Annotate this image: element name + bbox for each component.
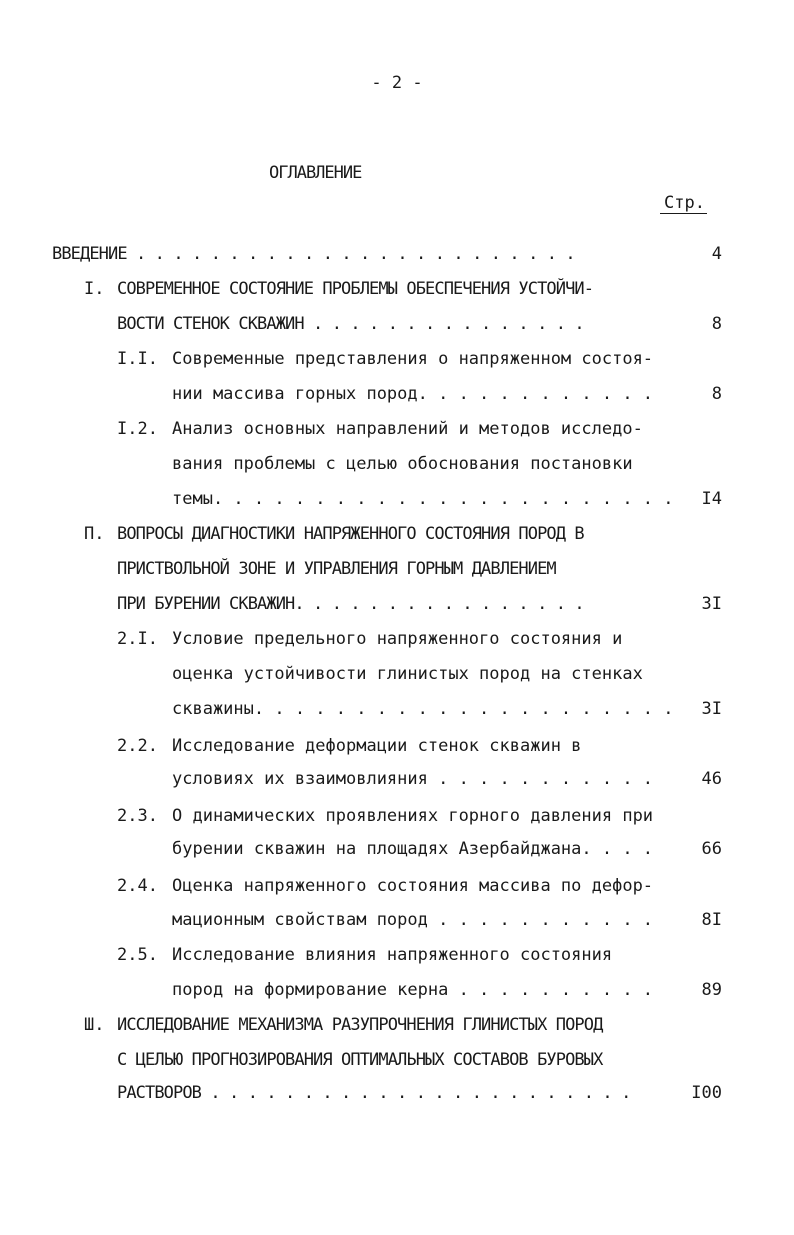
toc-entry-line[interactable]: О динамических проявлениях горного давления при [172, 806, 654, 826]
toc-entry-page: 3I [701, 699, 722, 719]
toc-entry-line[interactable]: Оценка напряженного состояния массива по дефор- [172, 876, 654, 896]
toc-entry-page: 66 [701, 839, 722, 859]
toc-entry-line[interactable]: Исследование влияния напряженного состояния [172, 945, 613, 965]
toc-entry-number: Ш. [84, 1015, 105, 1035]
page-number: - 2 - [371, 73, 423, 93]
toc-entry-line[interactable]: СОВРЕМЕННОЕ СОСТОЯНИЕ ПРОБЛЕМЫ ОБЕСПЕЧЕНИЯ УСТОЙЧИ- [117, 279, 594, 299]
toc-entry-number: 2.4. [117, 876, 158, 896]
toc-entry-number: 2.2. [117, 736, 158, 756]
toc-entry-page: 89 [701, 980, 722, 1000]
toc-entry-line[interactable]: РАСТВОРОВ . . . . . . . . . . . . . . . . . . . . . . . [117, 1083, 631, 1103]
toc-entry-number: 2.3. [117, 806, 158, 826]
toc-entry-page: I00 [691, 1083, 722, 1103]
toc-entry-line[interactable]: ПРИСТВОЛЬНОЙ ЗОНЕ И УПРАВЛЕНИЯ ГОРНЫМ ДАВЛЕНИЕМ [117, 559, 556, 579]
page-column-header: Стр. [660, 193, 707, 214]
toc-entry-number: I.2. [117, 419, 158, 439]
toc-entry-line[interactable]: темы. . . . . . . . . . . . . . . . . . . . . . . [172, 489, 674, 509]
toc-entry-line[interactable]: оценка устойчивости глинистых пород на стенках [172, 664, 643, 684]
toc-entry-page: 4 [711, 244, 722, 264]
toc-entry-line[interactable]: условиях их взаимовлияния . . . . . . . . . . . [172, 769, 654, 789]
toc-entry-line[interactable]: Анализ основных направлений и методов исследо- [172, 419, 643, 439]
toc-entry-page: 8 [711, 314, 722, 334]
toc-entry-line[interactable]: Исследование деформации стенок скважин в [172, 736, 582, 756]
toc-entry-number: I. [84, 279, 105, 299]
toc-title: ОГЛАВЛЕНИЕ [269, 163, 362, 183]
toc-entry-page: 8 [711, 384, 722, 404]
toc-entry-page: 46 [701, 769, 722, 789]
toc-entry-line[interactable]: ПРИ БУРЕНИИ СКВАЖИН. . . . . . . . . . . . . . . . [117, 594, 584, 614]
toc-entry-line[interactable]: ВОСТИ СТЕНОК СКВАЖИН . . . . . . . . . . . . . . . [117, 314, 584, 334]
toc-entry-number: 2.I. [117, 629, 158, 649]
toc-entry-number: П. [84, 524, 105, 544]
toc-entry-line[interactable]: С ЦЕЛЬЮ ПРОГНОЗИРОВАНИЯ ОПТИМАЛЬНЫХ СОСТАВОВ БУРОВЫХ [117, 1050, 603, 1070]
toc-entry-line[interactable]: бурении скважин на площадях Азербайджана. . . . [172, 839, 654, 859]
toc-entry-line[interactable]: скважины. . . . . . . . . . . . . . . . . . . . . [172, 699, 674, 719]
toc-entry-line[interactable]: Современные представления о напряженном состоя- [172, 349, 654, 369]
toc-entry-page: 3I [701, 594, 722, 614]
toc-entry-page: I4 [701, 489, 722, 509]
toc-entry-number: I.I. [117, 349, 158, 369]
toc-entry-line[interactable]: вания проблемы с целью обоснования постановки [172, 454, 633, 474]
toc-entry-line[interactable]: мационным свойствам пород . . . . . . . . . . . [172, 910, 654, 930]
toc-entry-line[interactable]: нии массива горных пород. . . . . . . . . . . . [172, 384, 654, 404]
toc-entry-line[interactable]: ИССЛЕДОВАНИЕ МЕХАНИЗМА РАЗУПРОЧНЕНИЯ ГЛИНИСТЫХ ПОРОД [117, 1015, 603, 1035]
toc-entry-number: 2.5. [117, 945, 158, 965]
toc-entry-line[interactable]: ВВЕДЕНИЕ . . . . . . . . . . . . . . . . . . . . . . . . [52, 244, 575, 264]
toc-entry-line[interactable]: пород на формирование керна . . . . . . . . . . [172, 980, 654, 1000]
toc-entry-line[interactable]: Условие предельного напряженного состояния и [172, 629, 623, 649]
toc-entry-page: 8I [701, 910, 722, 930]
toc-entry-line[interactable]: ВОПРОСЫ ДИАГНОСТИКИ НАПРЯЖЕННОГО СОСТОЯНИЯ ПОРОД В [117, 524, 584, 544]
